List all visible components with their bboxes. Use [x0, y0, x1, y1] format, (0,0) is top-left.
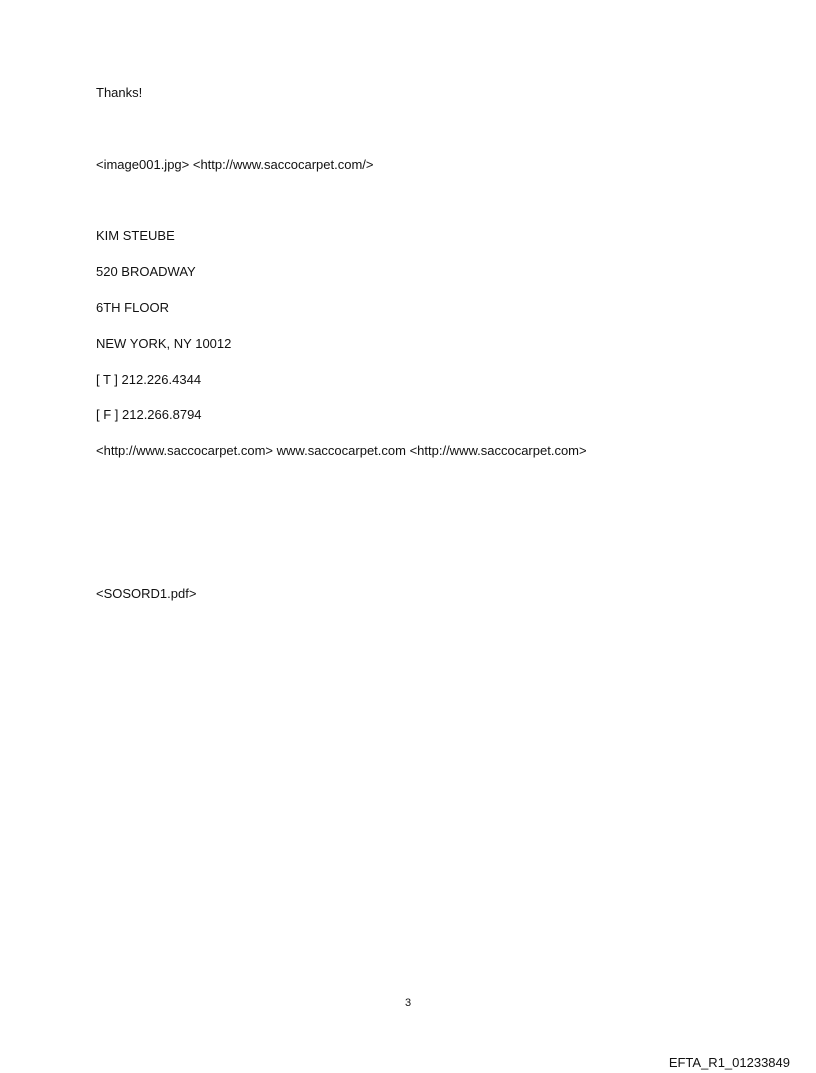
image-attachment-line: <image001.jpg> <http://www.saccocarpet.com/>	[96, 157, 374, 172]
page-number: 3	[404, 997, 412, 1009]
signature-fax: [ F ] 212.266.8794	[96, 407, 202, 422]
signature-address-line2: 6TH FLOOR	[96, 300, 169, 315]
closing-text: Thanks!	[96, 85, 143, 100]
signature-address-line1: 520 BROADWAY	[96, 264, 196, 279]
signature-city-state-zip: NEW YORK, NY 10012	[96, 336, 232, 351]
pdf-attachment-line: <SOSORD1.pdf>	[96, 586, 197, 601]
signature-name: KIM STEUBE	[96, 228, 175, 243]
signature-telephone: [ T ] 212.226.4344	[96, 372, 202, 387]
document-id: EFTA_R1_01233849	[668, 1055, 790, 1070]
signature-website-links: <http://www.saccocarpet.com> www.saccocarpet.com <http://www.saccocarpet.com>	[96, 443, 587, 458]
